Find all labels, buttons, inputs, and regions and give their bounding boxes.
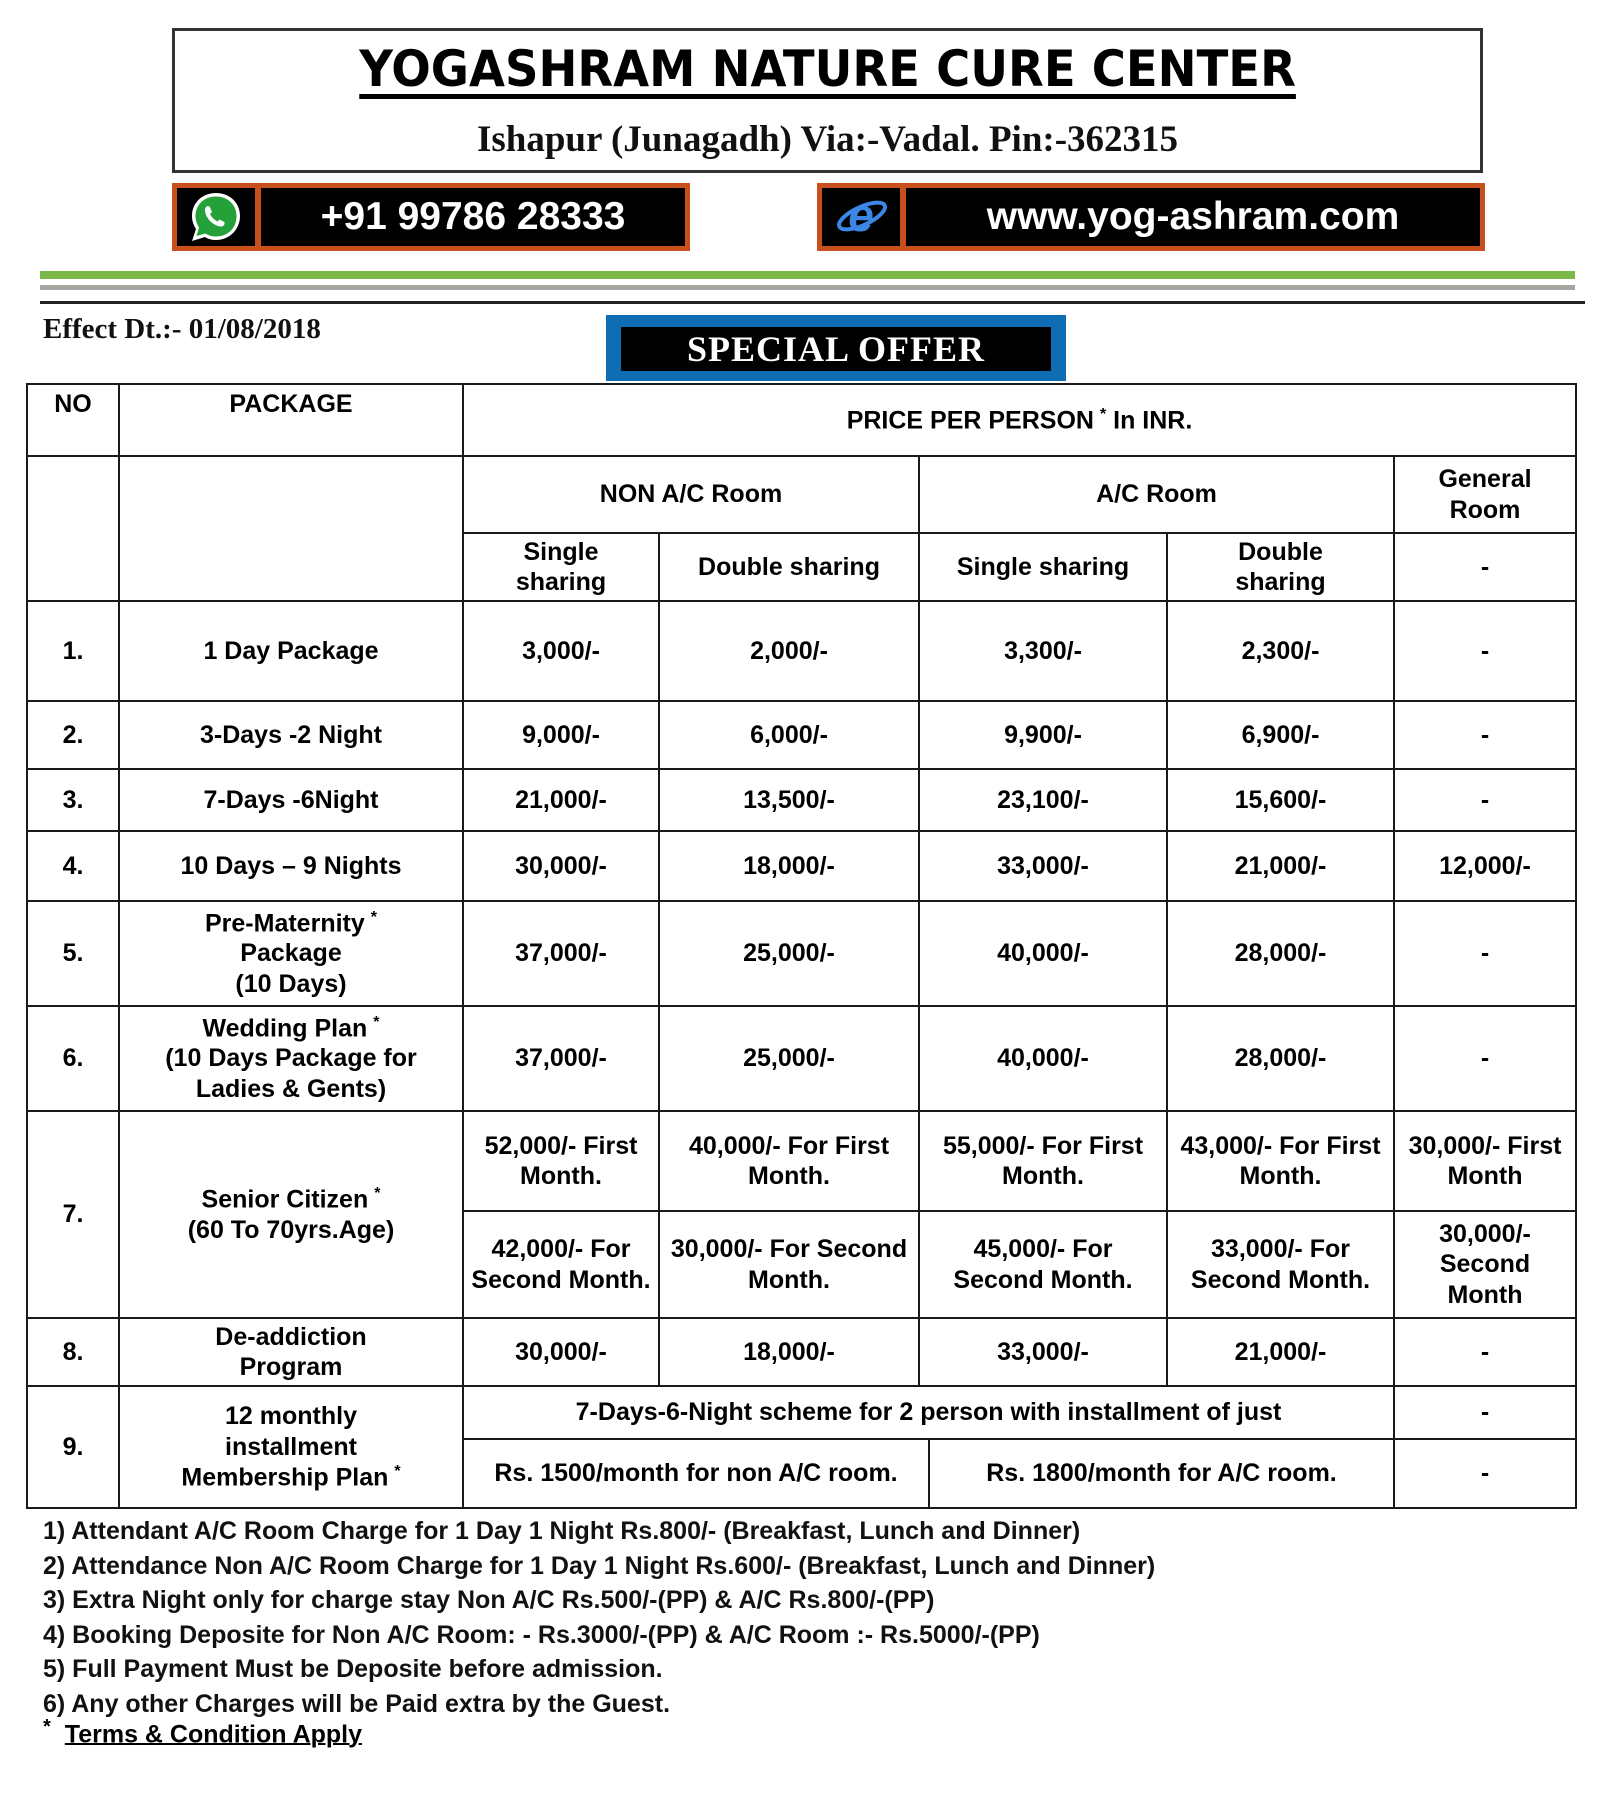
row-price-ac-double — [1166, 1317, 1395, 1387]
row-price-non-ac-single-text: 3,000/- — [522, 636, 600, 665]
asterisk-marker: * — [370, 908, 377, 926]
header-general-room-text: General Room — [1438, 465, 1532, 524]
row-price-non-ac-single — [462, 900, 660, 1007]
header-ac-room — [918, 455, 1395, 534]
row-price-ac-double-text: 15,600/- — [1234, 785, 1327, 814]
row-package-name-text: De-addiction Program — [215, 1322, 367, 1381]
note-item: 4) Booking Deposite for Non A/C Room: - Rs.3000/-(PP) & A/C Room :- Rs.5000/-(PP) — [43, 1620, 1040, 1649]
row-price-non-ac-double — [658, 1005, 920, 1112]
row-price-general — [1393, 700, 1577, 770]
row-package-name-text: 1 Day Package — [203, 636, 379, 665]
effective-date: Effect Dt.:- 01/08/2018 — [43, 313, 321, 345]
website-url[interactable]: www.yog-ashram.com — [906, 188, 1480, 246]
row-price-general — [1393, 768, 1577, 832]
header-price-per-person-text: PRICE PER PERSON * In INR. — [846, 405, 1193, 434]
header-price-per-person — [462, 383, 1577, 457]
asterisk-marker: * — [394, 1463, 401, 1481]
organization-title — [172, 40, 1483, 98]
header-non-ac-room — [462, 455, 920, 534]
phone-contact-bar[interactable] — [172, 183, 690, 251]
row-package-name — [118, 700, 464, 770]
row-price-general — [1393, 1317, 1577, 1387]
row-price-first-month-text: 55,000/- For First Month. — [942, 1131, 1144, 1190]
row-price-general — [1393, 1438, 1577, 1509]
row-price-non-ac-double — [658, 900, 920, 1007]
row-price-general — [1393, 1385, 1577, 1440]
whatsapp-icon — [177, 188, 255, 246]
row-price-ac-double-text: 28,000/- — [1234, 1044, 1327, 1073]
row-price-non-ac-double-text: 18,000/- — [743, 851, 835, 880]
row-number-text: 6. — [62, 1044, 84, 1073]
row-price-non-ac-single-text: 30,000/- — [515, 1337, 607, 1366]
website-contact-bar[interactable] — [817, 183, 1485, 251]
row-price-non-ac-double-text: 2,000/- — [750, 636, 828, 665]
internet-explorer-icon — [822, 188, 900, 246]
row-price-ac-single — [918, 900, 1168, 1007]
row-price-non-ac-double-text: 13,500/- — [743, 785, 835, 814]
row-price-ac-single-text: 33,000/- — [997, 1337, 1089, 1366]
row-installment-ac-text: Rs. 1800/month for A/C room. — [986, 1459, 1337, 1488]
row-price-non-ac-single — [462, 700, 660, 770]
header-non-ac-single — [462, 532, 660, 602]
row-package-name — [118, 600, 464, 702]
row-package-name-text: Pre-Maternity * Package (10 Days) — [205, 908, 377, 998]
row-price-non-ac-double-text: 6,000/- — [750, 720, 828, 749]
header-non-ac-double — [658, 532, 920, 602]
row-price-ac-single — [918, 600, 1168, 702]
row-price-first-month — [1166, 1110, 1395, 1212]
row-price-general-text: - — [1480, 1044, 1490, 1073]
row-price-non-ac-double — [658, 768, 920, 832]
row-price-general-text: - — [1480, 1337, 1490, 1366]
row-price-general-text: - — [1480, 939, 1490, 968]
row-package-name-text: 12 monthly installment Membership Plan * — [181, 1402, 401, 1492]
header-ac-single-text: Single sharing — [956, 552, 1130, 581]
note-item: 3) Extra Night only for charge stay Non A/C Rs.500/-(PP) & A/C Rs.800/-(PP) — [43, 1586, 935, 1614]
row-number-text: 5. — [62, 939, 84, 968]
row-price-non-ac-single — [462, 1005, 660, 1112]
row-price-ac-double — [1166, 768, 1395, 832]
row-price-ac-single — [918, 1317, 1168, 1387]
row-price-second-month — [658, 1210, 920, 1319]
row-price-second-month — [1393, 1210, 1577, 1319]
row-price-first-month-text: 40,000/- For First Month. — [688, 1131, 890, 1190]
row-price-non-ac-double — [658, 830, 920, 902]
row-price-general — [1393, 600, 1577, 702]
row-package-name — [118, 1385, 464, 1509]
header-general-sub — [1393, 532, 1577, 602]
asterisk-marker: * — [374, 1184, 381, 1202]
row-package-name — [118, 1005, 464, 1112]
row-package-name-text: 10 Days – 9 Nights — [180, 851, 402, 880]
row-price-ac-double-text: 2,300/- — [1241, 636, 1320, 665]
row-price-general-text: - — [1480, 1398, 1490, 1427]
header-general-room — [1393, 455, 1577, 534]
row-price-second-month-text: 42,000/- For Second Month. — [471, 1235, 651, 1294]
row-number — [26, 1385, 120, 1509]
header-no-blank — [26, 455, 120, 602]
row-number — [26, 700, 120, 770]
row-number — [26, 900, 120, 1007]
header-general-sub-text: - — [1480, 552, 1490, 581]
row-installment-non-ac — [462, 1438, 930, 1509]
header-no-text: NO — [54, 390, 92, 418]
row-package-name — [118, 768, 464, 832]
header-package-text: PACKAGE — [229, 390, 353, 418]
row-number — [26, 1005, 120, 1112]
row-price-ac-single-text: 33,000/- — [997, 851, 1089, 880]
row-price-ac-single-text: 9,900/- — [1004, 720, 1082, 749]
row-price-first-month-text: 30,000/- First Month — [1408, 1131, 1562, 1190]
svg-text:e: e — [848, 189, 874, 241]
row-price-non-ac-double-text: 18,000/- — [743, 1337, 835, 1366]
row-number — [26, 768, 120, 832]
row-price-general — [1393, 830, 1577, 902]
row-price-ac-double — [1166, 1005, 1395, 1112]
row-installment-non-ac-text: Rs. 1500/month for non A/C room. — [494, 1459, 898, 1488]
row-number — [26, 1110, 120, 1319]
row-number — [26, 830, 120, 902]
row-price-non-ac-double-text: 25,000/- — [743, 1044, 835, 1073]
asterisk-marker: * — [1099, 405, 1107, 423]
row-number-text: 8. — [62, 1337, 84, 1366]
row-price-general — [1393, 1005, 1577, 1112]
note-item: 5) Full Payment Must be Deposite before admission. — [43, 1655, 663, 1683]
row-price-first-month — [918, 1110, 1168, 1212]
row-price-ac-double-text: 6,900/- — [1241, 720, 1320, 749]
row-package-name — [118, 830, 464, 902]
row-price-ac-double — [1166, 600, 1395, 702]
note-item: 2) Attendance Non A/C Room Charge for 1 Day 1 Night Rs.600/- (Breakfast, Lunch and Dinner) — [43, 1551, 1156, 1580]
row-price-first-month — [462, 1110, 660, 1212]
row-price-ac-double — [1166, 830, 1395, 902]
row-price-ac-single-text: 40,000/- — [997, 939, 1089, 968]
row-number — [26, 600, 120, 702]
row-number-text: 4. — [62, 851, 84, 880]
row-price-ac-double-text: 21,000/- — [1234, 1337, 1327, 1366]
row-price-second-month-text: 30,000/- Second Month — [1439, 1219, 1531, 1309]
row-number-text: 2. — [62, 720, 84, 749]
row-price-second-month-text: 45,000/- For Second Month. — [953, 1235, 1133, 1294]
row-package-name-text: 3-Days -2 Night — [200, 720, 382, 749]
row-price-non-ac-single — [462, 1317, 660, 1387]
row-price-general-text: 12,000/- — [1439, 851, 1531, 880]
phone-number: +91 99786 28333 — [261, 188, 685, 246]
row-price-general-text: - — [1480, 636, 1490, 665]
row-price-general-text: - — [1480, 720, 1490, 749]
row-price-second-month — [918, 1210, 1168, 1319]
row-price-ac-double-text: 28,000/- — [1234, 939, 1327, 968]
row-price-non-ac-single-text: 37,000/- — [515, 1044, 607, 1073]
asterisk-marker: * — [373, 1013, 380, 1031]
row-price-non-ac-single-text: 30,000/- — [515, 851, 607, 880]
row-installment-ac — [928, 1438, 1395, 1509]
row-price-non-ac-single-text: 21,000/- — [515, 785, 607, 814]
row-price-first-month-text: 52,000/- First Month. — [484, 1131, 638, 1190]
divider-gray — [40, 285, 1575, 290]
header-non-ac-double-text: Double sharing — [698, 552, 880, 581]
header-ac-single — [918, 532, 1168, 602]
row-installment-scheme — [462, 1385, 1395, 1440]
row-price-non-ac-single-text: 9,000/- — [522, 720, 600, 749]
row-price-first-month — [658, 1110, 920, 1212]
row-price-ac-single — [918, 1005, 1168, 1112]
row-price-second-month-text: 33,000/- For Second Month. — [1190, 1235, 1371, 1294]
row-number-text: 9. — [62, 1432, 84, 1461]
row-price-ac-single — [918, 768, 1168, 832]
row-number-text: 3. — [62, 785, 84, 814]
row-price-non-ac-single-text: 37,000/- — [515, 939, 607, 968]
special-offer-badge — [606, 315, 1066, 381]
terms-link[interactable]: Terms & Condition Apply — [64, 1720, 363, 1749]
row-price-ac-single-text: 23,100/- — [997, 785, 1089, 814]
row-package-name — [118, 900, 464, 1007]
row-price-ac-double — [1166, 900, 1395, 1007]
row-number-text: 7. — [62, 1200, 84, 1229]
header-non-ac-single-text: Single sharing — [515, 537, 607, 596]
row-price-ac-single — [918, 830, 1168, 902]
asterisk-marker: * — [43, 1716, 51, 1738]
row-price-second-month-text: 30,000/- For Second Month. — [670, 1235, 908, 1294]
row-package-name — [118, 1110, 464, 1319]
header-ac-double-text: Double sharing — [1235, 537, 1326, 596]
header-package — [118, 383, 464, 457]
row-price-ac-double-text: 21,000/- — [1234, 851, 1327, 880]
header-no — [26, 383, 120, 457]
row-price-ac-single-text: 40,000/- — [997, 1044, 1089, 1073]
row-installment-scheme-text: 7-Days-6-Night scheme for 2 person with installment of just — [575, 1398, 1282, 1427]
header-ac-double — [1166, 532, 1395, 602]
organization-title-text: YOGASHRAM NATURE CURE CENTER — [359, 40, 1296, 98]
organization-address: Ishapur (Junagadh) Via:-Vadal. Pin:-362315 — [476, 119, 1179, 160]
row-price-ac-single — [918, 700, 1168, 770]
row-price-second-month — [1166, 1210, 1395, 1319]
row-package-name-text: Wedding Plan * (10 Days Package for Ladies & Gents) — [165, 1013, 417, 1103]
row-price-non-ac-double-text: 25,000/- — [743, 939, 835, 968]
row-number — [26, 1317, 120, 1387]
row-price-general — [1393, 900, 1577, 1007]
row-price-first-month-text: 43,000/- For First Month. — [1180, 1131, 1381, 1190]
special-offer-label: SPECIAL OFFER — [621, 327, 1051, 371]
row-package-name-text: Senior Citizen * (60 To 70yrs.Age) — [187, 1184, 395, 1244]
row-price-non-ac-double — [658, 600, 920, 702]
note-item: 6) Any other Charges will be Paid extra by the Guest. — [43, 1689, 671, 1718]
row-price-non-ac-single — [462, 600, 660, 702]
row-price-ac-double — [1166, 700, 1395, 770]
row-number-text: 1. — [62, 636, 84, 665]
row-price-non-ac-single — [462, 830, 660, 902]
row-package-name — [118, 1317, 464, 1387]
row-price-non-ac-double — [658, 1317, 920, 1387]
row-price-non-ac-single — [462, 768, 660, 832]
row-price-general-text: - — [1480, 785, 1490, 814]
row-price-second-month — [462, 1210, 660, 1319]
row-package-name-text: 7-Days -6Night — [203, 785, 379, 814]
header-ac-room-text: A/C Room — [1096, 480, 1217, 509]
row-price-ac-single-text: 3,300/- — [1004, 636, 1082, 665]
note-item: 1) Attendant A/C Room Charge for 1 Day 1 Night Rs.800/- (Breakfast, Lunch and Dinner) — [43, 1517, 1081, 1545]
row-price-non-ac-double — [658, 700, 920, 770]
terms-and-conditions — [43, 1716, 362, 1749]
header-package-blank — [118, 455, 464, 602]
row-price-general-text: - — [1480, 1459, 1490, 1488]
divider-green — [40, 271, 1575, 279]
row-price-first-month — [1393, 1110, 1577, 1212]
divider-black — [40, 301, 1585, 304]
header-non-ac-room-text: NON A/C Room — [599, 480, 783, 509]
